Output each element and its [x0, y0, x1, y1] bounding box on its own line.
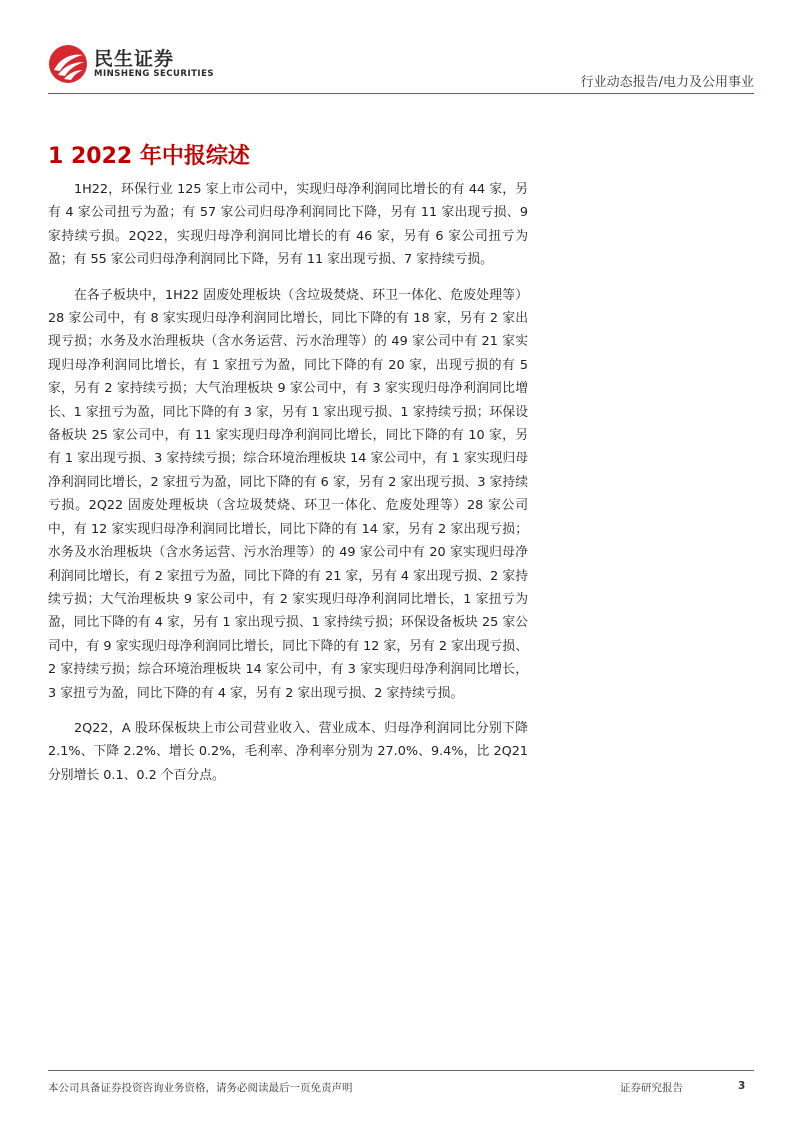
footer-divider: [48, 1070, 754, 1071]
logo-english-name: MINSHENG SECURITIES: [94, 69, 214, 79]
header-divider: [48, 93, 754, 94]
footer-disclaimer: 本公司具备证券投资咨询业务资格，请务必阅读最后一页免责声明: [48, 1082, 353, 1094]
page-number: 3: [738, 1080, 746, 1092]
page-header: [0, 0, 802, 100]
paragraph-summary: 1H22，环保行业 125 家上市公司中，实现归母净利润同比增长的有 44 家，另有 4 家公司扭亏为盈；有 57 家公司归母净利润同比下降，另有 11 家出现亏损、9 家持续亏损。2Q22，实现归母净利润同比增长的有 46 家，另有 6 家公司扭亏为盈；有 55 家公司归母净利润同比下降，另有 11 家出现亏损、7 家持续亏损。: [48, 182, 528, 268]
section-title: 1 2022 年中报综述: [48, 144, 250, 169]
paragraph-sub-sectors: 在各子板块中，1H22 固废处理板块（含垃圾焚烧、环卫一体化、危废处理等）28 家公司中，有 8 家实现归母净利润同比增长，同比下降的有 18 家，另有 2 家出现亏损；水务及水治理板块（含水务运营、污水治理等）的 49 家公司中有 21 家实现归母净利润同比增长，有 1 家扭亏为盈，同比下降的有 20 家，出现亏损的有 5 家，另有 2 家持续亏损；大气治理板块 9 家公司中，有 3 家实现归母净利润同比增长、1 家扭亏为盈，同比下降的有 3 家，另有 1 家出现亏损、1 家持续亏损；环保设备板块 25 家公司中，有 11 家实现归母净利润同比增长，同比下降的有 10 家，另有 1 家出现亏损、3 家持续亏损；综合环境治理板块 14 家公司中，有 1 家实现归母净利润同比增长，2 家扭亏为盈，同比下降的有 6 家，另有 2 家出现亏损、3 家持续亏损。2Q22 固废处理板块（含垃圾焚烧、环卫一体化、危废处理等）28 家公司中，有 12 家实现归母净利润同比增长，同比下降的有 14 家，另有 2 家出现亏损；水务及水治理板块（含水务运营、污水治理等）的 49 家公司中有 20 家实现归母净利润同比增长，有 2 家扭亏为盈，同比下降的有 21 家，另有 4 家出现亏损、2 家持续亏损；大气治理板块 9 家公司中，有 2 家实现归母净利润同比增长，1 家扭亏为盈，同比下降的有 4 家，另有 1 家出现亏损、1 家持续亏损；环保设备板块 25 家公司中，有 9 家实现归母净利润同比增长，同比下降的有 12 家，另有 2 家出现亏损、2 家持续亏损；综合环境治理板块 14 家公司中，有 3 家实现归母净利润同比增长，3 家扭亏为盈，同比下降的有 4 家，另有 2 家出现亏损、2 家持续亏损。: [48, 287, 528, 701]
report-category: 行业动态报告/电力及公用事业: [580, 75, 754, 90]
footer-report-type: 证券研究报告: [620, 1082, 683, 1094]
paragraph-financials: 2Q22，A 股环保板块上市公司营业收入、营业成本、归母净利润同比分别下降 2.1%、下降 2.2%、增长 0.2%，毛利率、净利率分别为 27.0%、9.4%，比 2Q21 分别增长 0.1、0.2 个百分点。: [48, 720, 528, 783]
report-body: [48, 178, 528, 799]
logo-chinese-name: 民生证券: [94, 48, 175, 70]
minsheng-logo-icon: [48, 44, 88, 84]
company-logo: [48, 44, 214, 88]
